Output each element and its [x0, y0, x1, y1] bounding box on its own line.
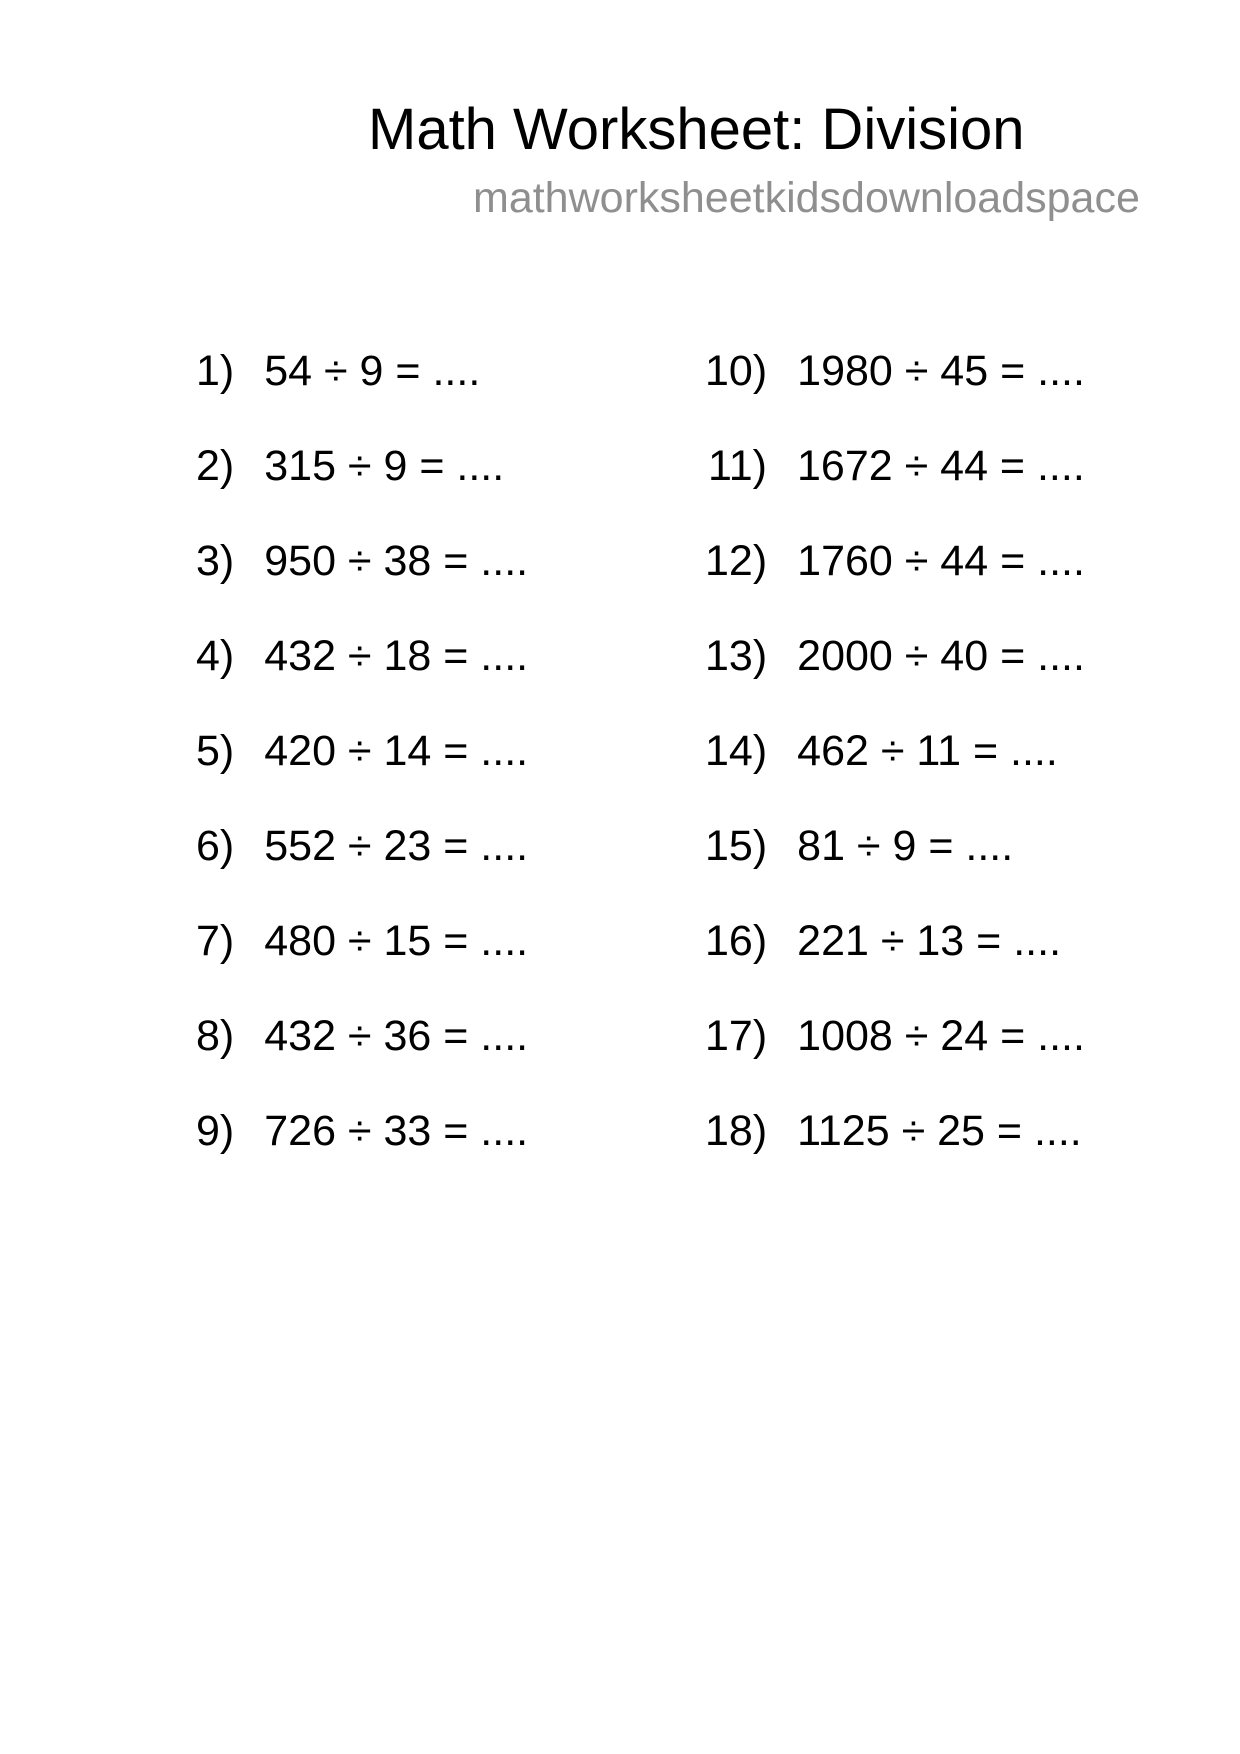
- problem-row: [196, 704, 528, 799]
- problem-expression: 1760 ÷ 44 = ....: [797, 537, 1085, 585]
- problem-expression: 1125 ÷ 25 = ....: [797, 1107, 1082, 1155]
- problem-expression: 1980 ÷ 45 = ....: [797, 347, 1085, 395]
- problem-number: 17): [705, 1012, 768, 1060]
- problems-left-column: [196, 324, 528, 1179]
- problem-row: [196, 1084, 528, 1179]
- problem-row: [196, 419, 528, 514]
- problem-number: 11): [708, 442, 767, 490]
- page-subtitle-watermark: mathworksheetkidsdownloadspace: [473, 174, 1140, 222]
- problem-row: [705, 514, 1085, 609]
- problem-number: 15): [705, 822, 768, 870]
- problem-expression: 480 ÷ 15 = ....: [264, 917, 529, 965]
- problem-expression: 81 ÷ 9 = ....: [797, 822, 1014, 870]
- problem-row: [705, 1084, 1085, 1179]
- problem-row: [196, 799, 528, 894]
- problem-number: 9): [196, 1107, 235, 1155]
- problem-number: 13): [705, 632, 768, 680]
- problem-number: 5): [196, 727, 235, 775]
- problem-number: 16): [705, 917, 768, 965]
- problem-row: [705, 704, 1085, 799]
- problem-expression: 2000 ÷ 40 = ....: [797, 632, 1085, 680]
- problem-expression: 432 ÷ 18 = ....: [264, 632, 529, 680]
- problem-number: 10): [705, 347, 768, 395]
- problems-right-column: [705, 324, 1085, 1179]
- problem-expression: 1008 ÷ 24 = ....: [797, 1012, 1085, 1060]
- problem-row: [196, 609, 528, 704]
- problem-number: 7): [196, 917, 235, 965]
- problem-row: [705, 799, 1085, 894]
- problem-row: [196, 324, 528, 419]
- problem-row: [705, 989, 1085, 1084]
- page-title: Math Worksheet: Division: [368, 97, 1025, 162]
- problem-row: [196, 514, 528, 609]
- problem-expression: 54 ÷ 9 = ....: [264, 347, 481, 395]
- problem-expression: 432 ÷ 36 = ....: [264, 1012, 529, 1060]
- problem-row: [705, 324, 1085, 419]
- problem-expression: 221 ÷ 13 = ....: [797, 917, 1062, 965]
- problem-expression: 726 ÷ 33 = ....: [264, 1107, 529, 1155]
- problem-expression: 462 ÷ 11 = ....: [797, 727, 1058, 775]
- problem-expression: 420 ÷ 14 = ....: [264, 727, 529, 775]
- problem-number: 12): [705, 537, 768, 585]
- problem-expression: 552 ÷ 23 = ....: [264, 822, 529, 870]
- problem-number: 2): [196, 442, 235, 490]
- problem-row: [196, 989, 528, 1084]
- problem-row: [705, 609, 1085, 704]
- problem-expression: 950 ÷ 38 = ....: [264, 537, 529, 585]
- problem-number: 6): [196, 822, 235, 870]
- problem-row: [705, 419, 1085, 514]
- problem-number: 4): [196, 632, 235, 680]
- problem-number: 3): [196, 537, 235, 585]
- problem-number: 18): [705, 1107, 768, 1155]
- problem-expression: 1672 ÷ 44 = ....: [797, 442, 1085, 490]
- problem-number: 14): [705, 727, 768, 775]
- problem-number: 8): [196, 1012, 235, 1060]
- problem-row: [705, 894, 1085, 989]
- problem-expression: 315 ÷ 9 = ....: [264, 442, 505, 490]
- problem-number: 1): [196, 347, 235, 395]
- problem-row: [196, 894, 528, 989]
